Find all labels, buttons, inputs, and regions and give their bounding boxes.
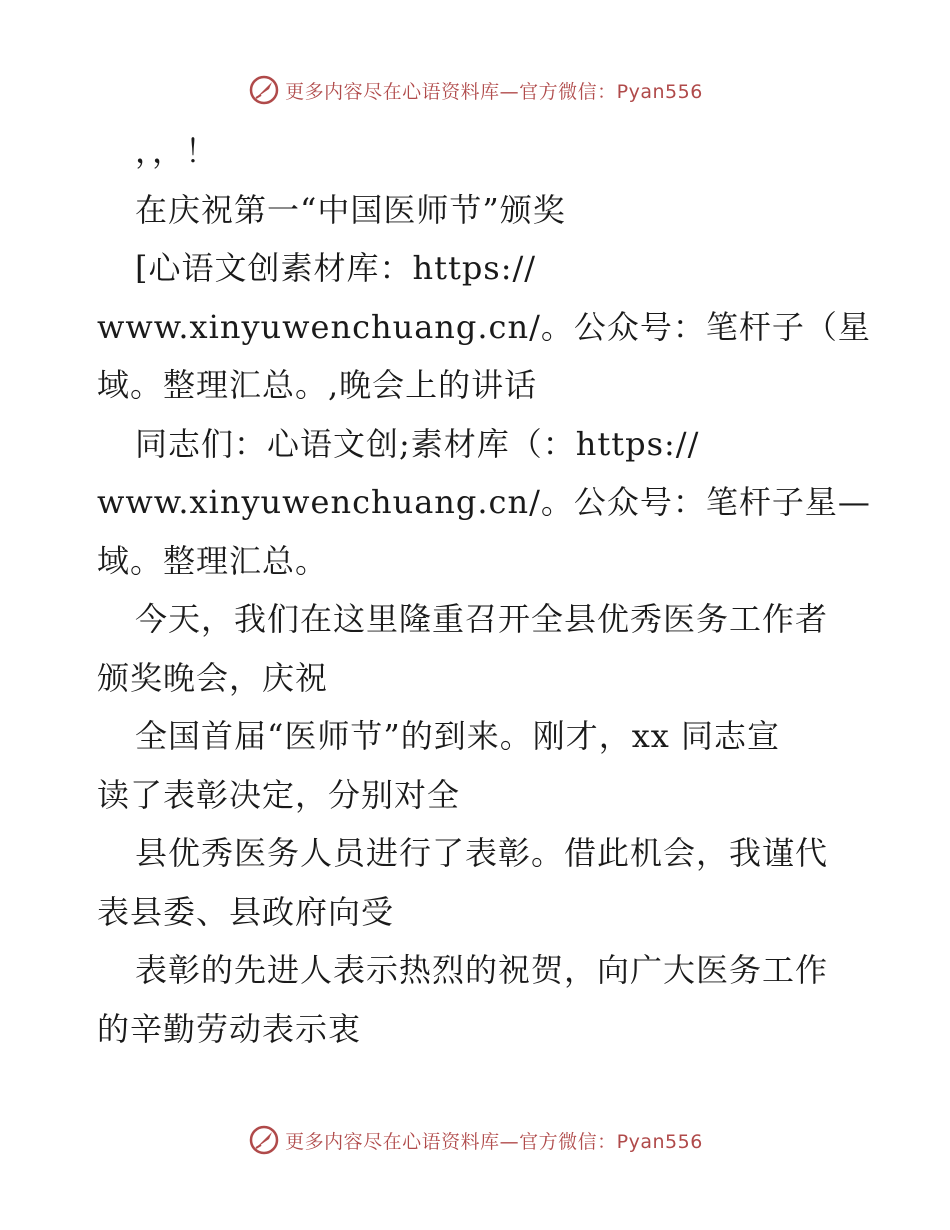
text-line: 域。整理汇总。 — [97, 541, 329, 580]
text-line: 的辛勤劳动表示衷 — [97, 1009, 362, 1048]
text-line: 在庆祝第一“中国医师节”颁奖 — [135, 190, 566, 229]
quill-logo-icon — [247, 1123, 281, 1157]
text-line: 表彰的先进人表示热烈的祝贺，向广大医务工作 — [135, 951, 829, 989]
text-line: 全国首届“医师节”的到来。刚才，xx 同志宣 — [135, 717, 780, 755]
text-line: 读了表彰决定，分别对全 — [97, 775, 461, 814]
text-line: ，，！ — [135, 132, 219, 170]
text-line: 县优秀医务人员进行了表彰。借此机会，我谨代 — [135, 834, 829, 872]
document-body — [97, 122, 871, 1058]
footer-banner-text: 更多内容尽在心语资料库—官方微信：Pyan556 — [285, 1130, 703, 1153]
text-line: 表县委、县政府向受 — [97, 892, 395, 931]
header-banner — [0, 70, 950, 110]
text-line: www.xinyuwenchuang.cn/。公众号：笔杆子（星 — [97, 307, 871, 346]
text-line: 同志们：心语文创;素材库（：https:// — [135, 424, 700, 463]
text-line: 颁奖晚会，庆祝 — [97, 658, 329, 697]
text-line: 域。整理汇总。,晚会上的讲话 — [97, 366, 538, 404]
text-line: [心语文创素材库：https:// — [135, 249, 537, 287]
header-banner-text: 更多内容尽在心语资料库—官方微信：Pyan556 — [285, 80, 703, 103]
text-line: 今天，我们在这里隆重召开全县优秀医务工作者 — [135, 600, 829, 638]
footer-banner — [0, 1120, 950, 1160]
text-line: www.xinyuwenchuang.cn/。公众号：笔杆子星— — [97, 483, 871, 521]
quill-logo-icon — [247, 73, 281, 107]
